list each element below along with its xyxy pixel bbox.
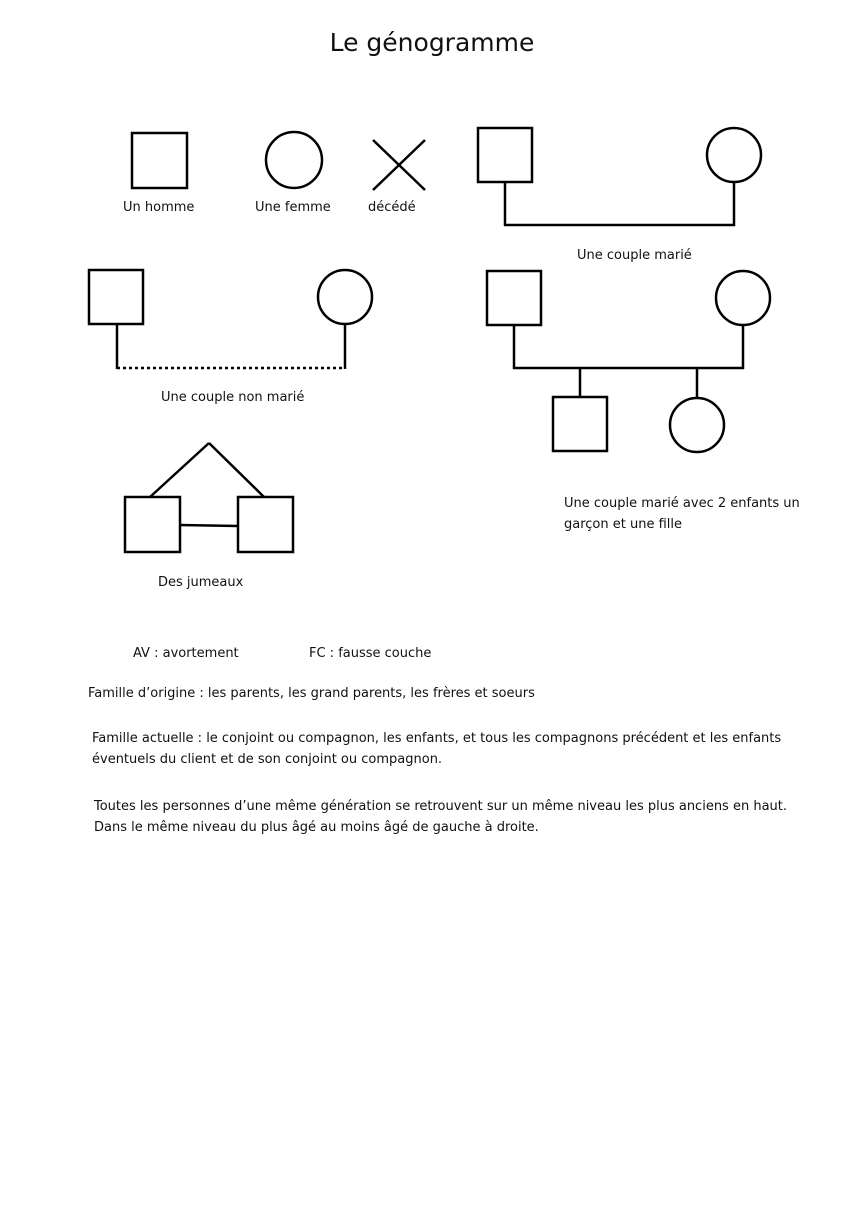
abbrev-fausse-couche: FC : fausse couche [309, 646, 432, 661]
note-famille-actuelle [92, 728, 812, 770]
abbrev-avortement: AV : avortement [133, 646, 239, 661]
note-generation-line2: Dans le même niveau du plus âgé au moins âgé de gauche à droite. [94, 820, 539, 835]
note-generation [94, 796, 814, 838]
label-twins: Des jumeaux [158, 575, 244, 590]
twins-symbol [125, 443, 293, 552]
page-title: Le génogramme [329, 28, 535, 57]
note-generation-line1: Toutes les personnes d’une même génération se retrouvent sur un même niveau les plus anciens en haut. [94, 799, 788, 814]
woman-symbol [266, 132, 322, 188]
label-man: Un homme [123, 200, 195, 215]
man-symbol [132, 133, 187, 188]
label-married-couple: Une couple marié [577, 248, 692, 263]
label-unmarried-couple: Une couple non marié [161, 390, 305, 405]
married-couple-with-children-symbol [487, 271, 770, 452]
deceased-symbol [373, 140, 425, 190]
married-couple-symbol [478, 128, 761, 226]
note-famille-actuelle-line1: Famille actuelle : le conjoint ou compagnon, les enfants, et tous les compagnons précédent et les enfants [92, 731, 782, 746]
note-famille-origine: Famille d’origine : les parents, les grand parents, les frères et soeurs [88, 686, 535, 701]
label-woman: Une femme [255, 200, 331, 215]
note-famille-actuelle-line2: éventuels du client et de son conjoint ou compagnon. [92, 752, 443, 767]
unmarried-couple-symbol [89, 270, 372, 369]
label-couple-children-line1: Une couple marié avec 2 enfants un [564, 496, 800, 511]
label-deceased: décédé [368, 200, 416, 215]
label-couple-children-line2: garçon et une fille [564, 517, 682, 532]
